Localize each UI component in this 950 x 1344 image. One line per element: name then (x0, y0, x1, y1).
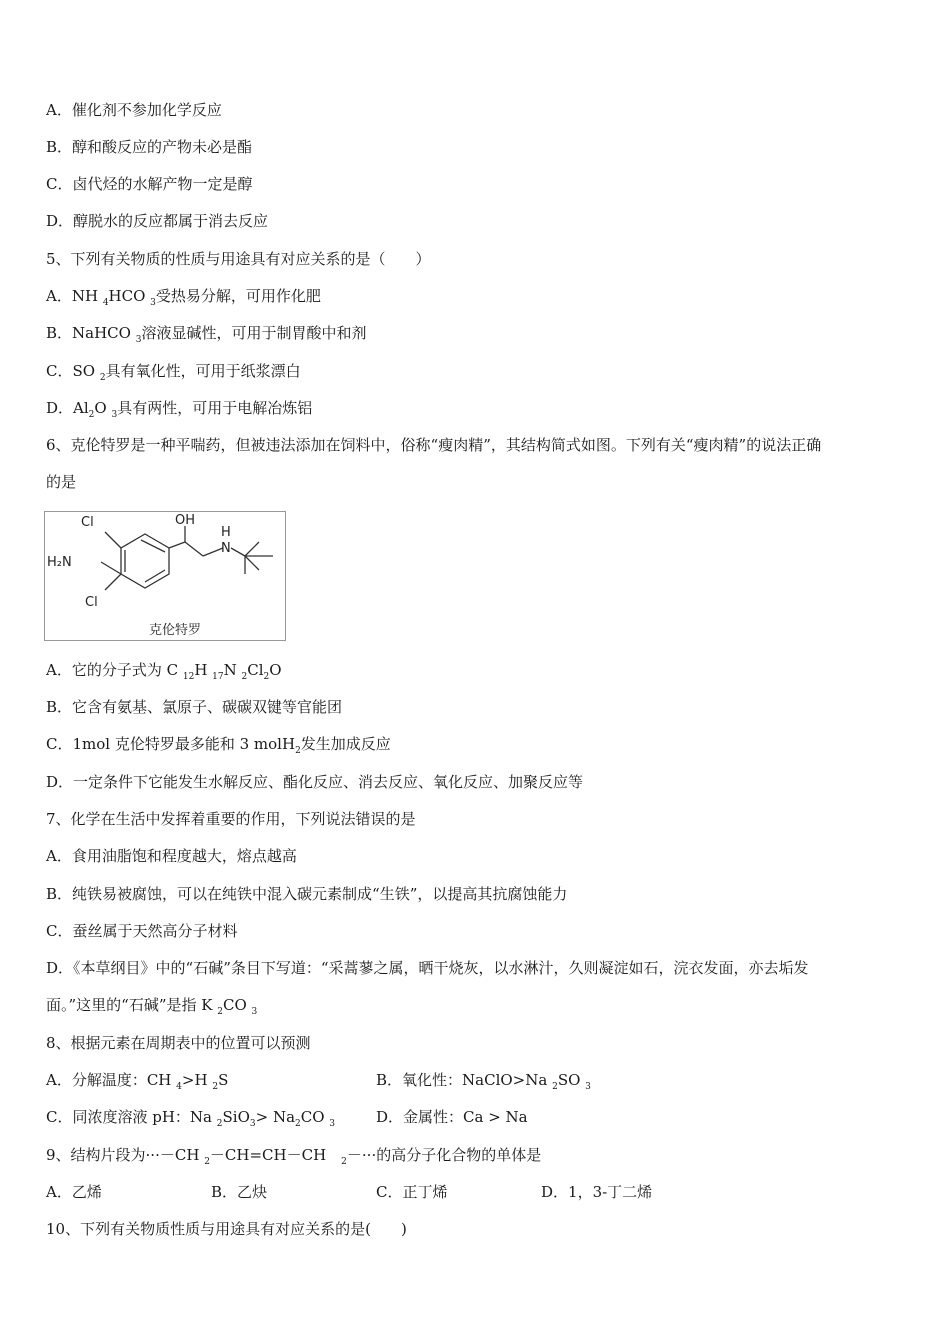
q7-option-d-line1: D．《本草纲目》中的“石碱”条目下写道：“采蒿蓼之属，晒干烧灰，以水淋汁，久则凝淀如石，浣衣发面，亦去垢发 (46, 959, 809, 977)
q6-stem-line2: 的是 (46, 473, 77, 491)
q10-stem: 10、下列有关物质性质与用途具有对应关系的是( ) (46, 1220, 407, 1238)
q5-option-b: B．NaHCO $_3$溶液显碱性，可用于制胃酸中和剂 (46, 324, 367, 345)
oh-label: OH (175, 513, 196, 528)
q6-stem-line1: 6、克伦特罗是一种平喘药，但被违法添加在饲料中，俗称“瘦肉精”，其结构简式如图。下列有关“瘦肉精”的说法正确 (46, 436, 822, 454)
q7-option-c: C．蚕丝属于天然高分子材料 (46, 922, 238, 940)
q4-option-a: A．催化剂不参加化学反应 (46, 101, 222, 119)
q5-stem: 5、下列有关物质的性质与用途具有对应关系的是（ ） (46, 250, 431, 268)
q7-option-d-line2: 面。”这里的“石碱”是指 K $_2$CO $_3$ (46, 996, 258, 1017)
cl-bottom-label: Cl (85, 595, 98, 610)
q5-option-c: C．SO $_2$具有氧化性，可用于纸浆漂白 (46, 362, 301, 383)
q6-option-d: D．一定条件下它能发生水解反应、酯化反应、消去反应、氧化反应、加聚反应等 (46, 773, 584, 791)
nh-h-label: H (221, 525, 231, 540)
q5-option-d: D．$Al_2O$ $_3$具有两性，可用于电解冶炼铝 (46, 399, 313, 420)
clenbuterol-structure-figure (44, 511, 286, 641)
structure-diagram (45, 512, 285, 640)
q9-option-d: D．1，3-丁二烯 (541, 1183, 653, 1201)
cl-top-label: Cl (81, 515, 94, 530)
h2n-label: H₂N (47, 555, 72, 570)
q9-option-a: A．乙烯 (46, 1183, 102, 1201)
q8-option-c: C．同浓度溶液 pH：Na $_2SiO_3> Na_2CO$ $_3$ (46, 1108, 336, 1129)
q9-stem: 9、结构片段为···－CH $_2$－CH=CH－CH $_2$－···的高分子化合物的单体是 (46, 1146, 542, 1167)
q9-option-b: B．乙炔 (211, 1183, 268, 1201)
nh-n-label: N (221, 541, 231, 556)
q6-option-a: A．它的分子式为 C $_{12}$H $_{17}$N $_2Cl_2O$ (46, 661, 282, 682)
q6-option-b: B．它含有氨基、氯原子、碳碳双键等官能团 (46, 698, 343, 716)
q6-option-c: C．1mol 克伦特罗最多能和 3 molH$_2$发生加成反应 (46, 735, 391, 756)
q5-option-a: A．NH $_4$HCO $_3$受热易分解，可用作化肥 (46, 287, 321, 308)
q4-option-d: D．醇脱水的反应都属于消去反应 (46, 212, 269, 230)
q4-option-b: B．醇和酸反应的产物未必是酯 (46, 138, 253, 156)
q7-stem: 7、化学在生活中发挥着重要的作用，下列说法错误的是 (46, 810, 416, 828)
q8-option-d: D．金属性：Ca > Na (376, 1108, 528, 1126)
figure-caption: 克伦特罗 (149, 623, 202, 638)
q7-option-b: B．纯铁易被腐蚀，可以在纯铁中混入碳元素制成“生铁”，以提高其抗腐蚀能力 (46, 885, 568, 903)
q4-option-c: C．卤代烃的水解产物一定是醇 (46, 175, 253, 193)
q7-option-a: A．食用油脂饱和程度越大，熔点越高 (46, 847, 297, 865)
q8-stem: 8、根据元素在周期表中的位置可以预测 (46, 1034, 311, 1052)
q8-option-a: A．分解温度：CH $_4$>H $_2$S (46, 1071, 229, 1092)
q9-option-c: C．正丁烯 (376, 1183, 448, 1201)
q8-option-b: B．氧化性：NaClO>Na $_2$SO $_3$ (376, 1071, 591, 1092)
